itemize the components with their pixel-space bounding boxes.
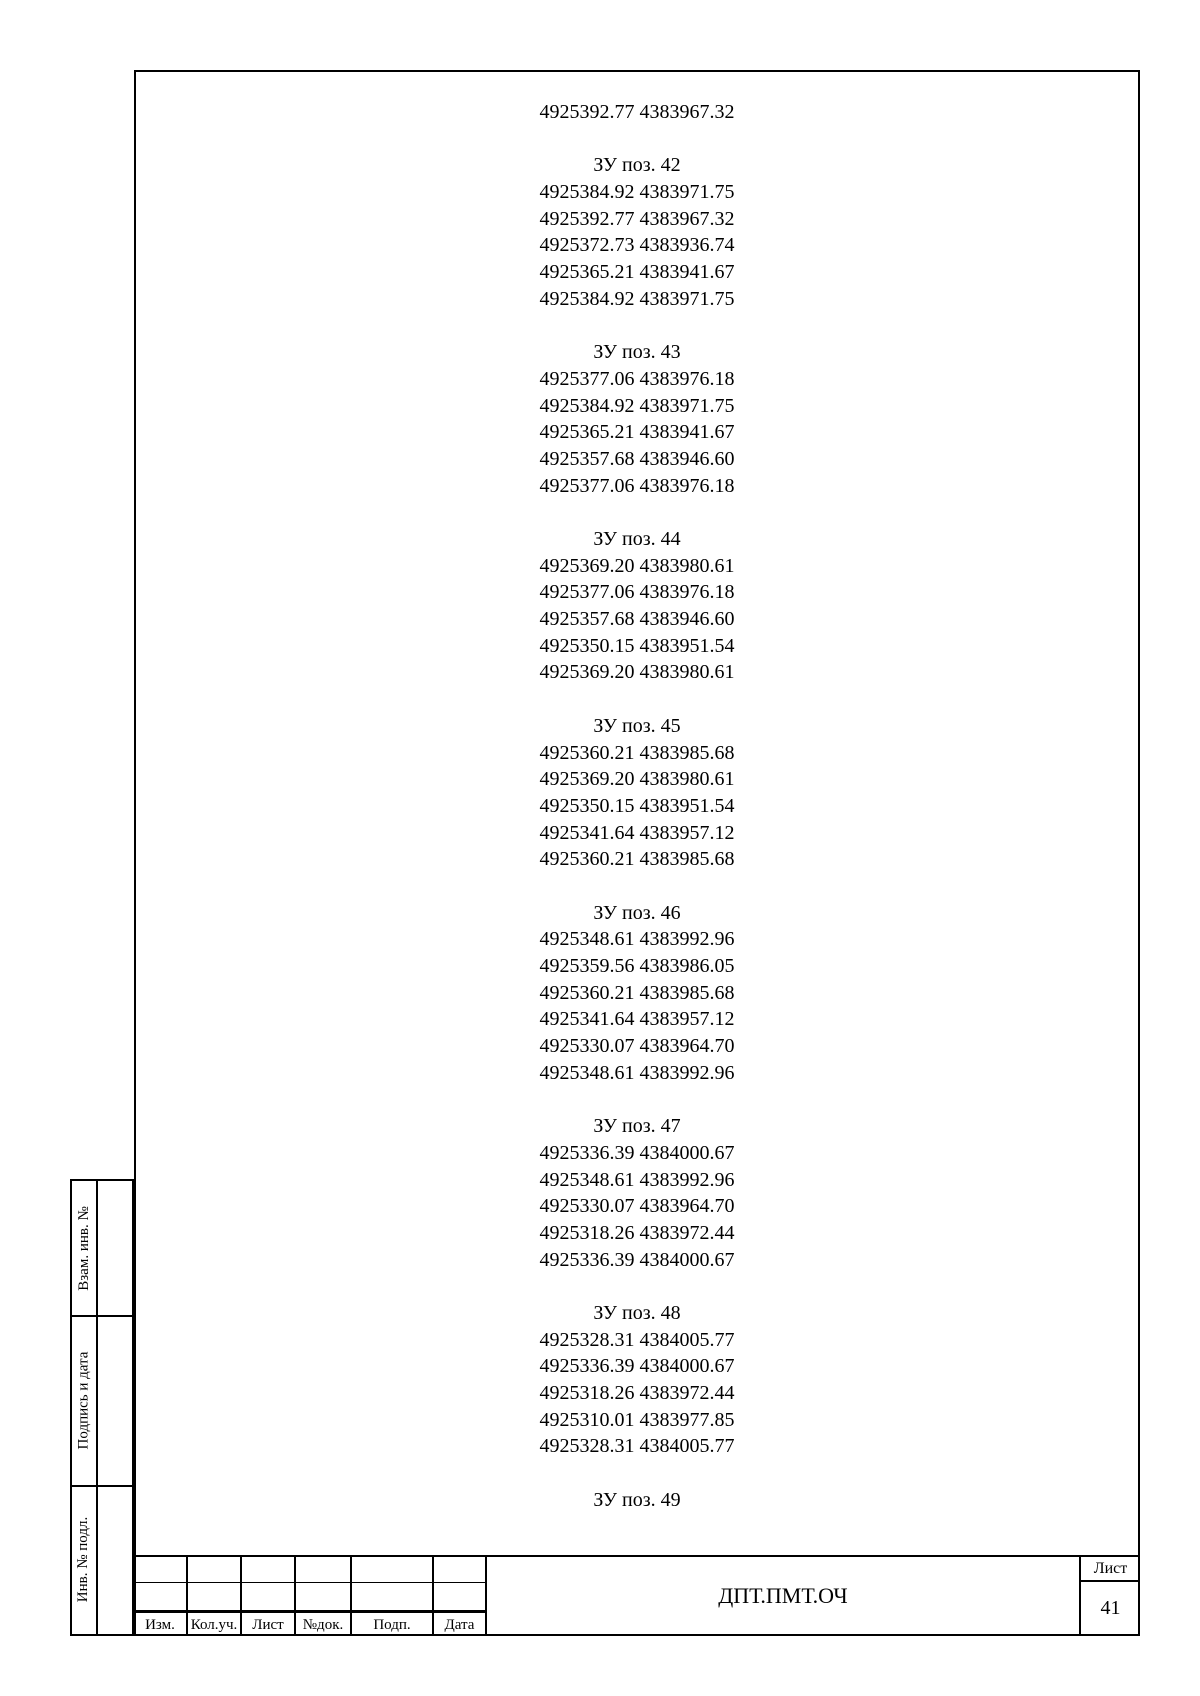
coordinate-line: 4925377.06 4383976.18 bbox=[539, 367, 735, 390]
coordinate-line: 4925384.92 4383971.75 bbox=[539, 394, 735, 417]
coordinate-block bbox=[134, 339, 1140, 499]
revision-header: Изм. bbox=[134, 1611, 188, 1636]
coordinate-line: 4925310.01 4383977.85 bbox=[539, 1408, 735, 1431]
side-stamp bbox=[70, 1179, 134, 1636]
coordinate-line: 4925341.64 4383957.12 bbox=[539, 821, 735, 844]
coordinate-line: 4925369.20 4383980.61 bbox=[539, 661, 735, 684]
revision-cell bbox=[296, 1583, 352, 1611]
coordinate-line: 4925357.68 4383946.60 bbox=[539, 608, 735, 631]
revision-header: Лист bbox=[242, 1611, 296, 1636]
block-title: ЗУ поз. 45 bbox=[593, 714, 681, 737]
block-title: ЗУ поз. 44 bbox=[593, 528, 681, 550]
sheet-number: 41 bbox=[1100, 1596, 1121, 1619]
coordinate-line: 4925360.21 4383985.68 bbox=[539, 848, 735, 871]
coordinate-block bbox=[134, 1487, 1140, 1514]
coordinate-line: 4925372.73 4383936.74 bbox=[539, 234, 735, 257]
coordinate-line: 4925360.21 4383985.68 bbox=[539, 981, 735, 1004]
coordinate-line: 4925350.15 4383951.54 bbox=[539, 794, 735, 817]
revision-cell bbox=[188, 1555, 242, 1583]
coordinate-line: 4925330.07 4383964.70 bbox=[539, 1035, 735, 1058]
sheet-box bbox=[1079, 1555, 1140, 1636]
revision-cell bbox=[134, 1583, 188, 1611]
coordinate-block bbox=[134, 99, 1140, 126]
coordinate-line: 4925359.56 4383986.05 bbox=[539, 955, 735, 977]
coordinate-line: 4925384.92 4383971.75 bbox=[539, 181, 735, 204]
coordinate-line: 4925350.15 4383951.54 bbox=[539, 634, 735, 657]
coordinate-line: 4925357.68 4383946.60 bbox=[539, 447, 735, 470]
block-title: ЗУ поз. 47 bbox=[593, 1115, 681, 1138]
coordinate-line: 4925318.26 4383972.44 bbox=[539, 1382, 735, 1404]
coordinate-block bbox=[134, 900, 1140, 1087]
revision-header: Кол.уч. bbox=[188, 1611, 242, 1636]
coordinate-line: 4925384.92 4383971.75 bbox=[539, 287, 735, 310]
sheet-label: Лист bbox=[1081, 1555, 1140, 1582]
revision-cell bbox=[352, 1555, 434, 1583]
coordinate-line: 4925369.20 4383980.61 bbox=[539, 554, 735, 577]
coordinate-line: 4925377.06 4383976.18 bbox=[539, 581, 735, 604]
replace-inv-label: Взам. инв. № bbox=[75, 1205, 92, 1291]
coordinate-line: 4925336.39 4384000.67 bbox=[539, 1141, 735, 1164]
block-title: ЗУ поз. 43 bbox=[593, 341, 681, 364]
revision-header: №док. bbox=[296, 1611, 352, 1636]
coordinate-line: 4925336.39 4384000.67 bbox=[539, 1355, 735, 1378]
side-stamp-divider bbox=[96, 1181, 98, 1634]
coordinate-line: 4925365.21 4383941.67 bbox=[539, 261, 735, 284]
coordinate-block bbox=[134, 713, 1140, 873]
revision-cell bbox=[352, 1583, 434, 1611]
coordinate-block bbox=[134, 1300, 1140, 1460]
coordinate-line: 4925336.39 4384000.67 bbox=[539, 1248, 735, 1271]
coordinate-block bbox=[134, 1113, 1140, 1273]
revision-cell bbox=[434, 1583, 487, 1611]
revision-cell bbox=[242, 1555, 296, 1583]
revision-cell bbox=[242, 1583, 296, 1611]
coordinate-block bbox=[134, 152, 1140, 312]
document-code: ДПТ.ПМТ.ОЧ bbox=[718, 1582, 848, 1608]
inv-orig-label: Инв. № подл. bbox=[75, 1516, 92, 1603]
coordinate-line: 4925341.64 4383957.12 bbox=[539, 1008, 735, 1031]
coordinate-line: 4925328.31 4384005.77 bbox=[539, 1328, 735, 1351]
coordinate-block bbox=[134, 526, 1140, 686]
coordinate-line: 4925369.20 4383980.61 bbox=[539, 768, 735, 791]
coordinate-line: 4925318.26 4383972.44 bbox=[539, 1221, 735, 1244]
block-title: ЗУ поз. 49 bbox=[593, 1488, 681, 1511]
revision-cell bbox=[296, 1555, 352, 1583]
coordinate-line: 4925365.21 4383941.67 bbox=[539, 421, 735, 444]
block-title: ЗУ поз. 46 bbox=[593, 901, 681, 924]
revision-header: Дата bbox=[434, 1611, 487, 1636]
block-title: ЗУ поз. 48 bbox=[593, 1301, 681, 1324]
coordinate-line: 4925392.77 4383967.32 bbox=[539, 101, 735, 123]
revision-grid bbox=[134, 1555, 487, 1636]
revision-header: Подп. bbox=[352, 1611, 434, 1636]
coordinate-line: 4925328.31 4384005.77 bbox=[539, 1435, 735, 1458]
coordinate-line: 4925348.61 4383992.96 bbox=[539, 1168, 735, 1191]
revision-cell bbox=[434, 1555, 487, 1583]
coordinate-line: 4925348.61 4383992.96 bbox=[539, 928, 735, 951]
coordinate-line: 4925348.61 4383992.96 bbox=[539, 1061, 735, 1084]
block-title: ЗУ поз. 42 bbox=[593, 154, 681, 177]
revision-cell bbox=[134, 1555, 188, 1583]
coordinate-line: 4925360.21 4383985.68 bbox=[539, 741, 735, 764]
coordinates-list bbox=[134, 99, 1140, 1540]
coordinate-line: 4925377.06 4383976.18 bbox=[539, 474, 735, 497]
coordinate-line: 4925392.77 4383967.32 bbox=[539, 207, 735, 230]
sign-date-label: Подпись и дата bbox=[75, 1351, 92, 1449]
coordinate-line: 4925330.07 4383964.70 bbox=[539, 1195, 735, 1218]
revision-cell bbox=[188, 1583, 242, 1611]
title-block bbox=[134, 1555, 1140, 1636]
